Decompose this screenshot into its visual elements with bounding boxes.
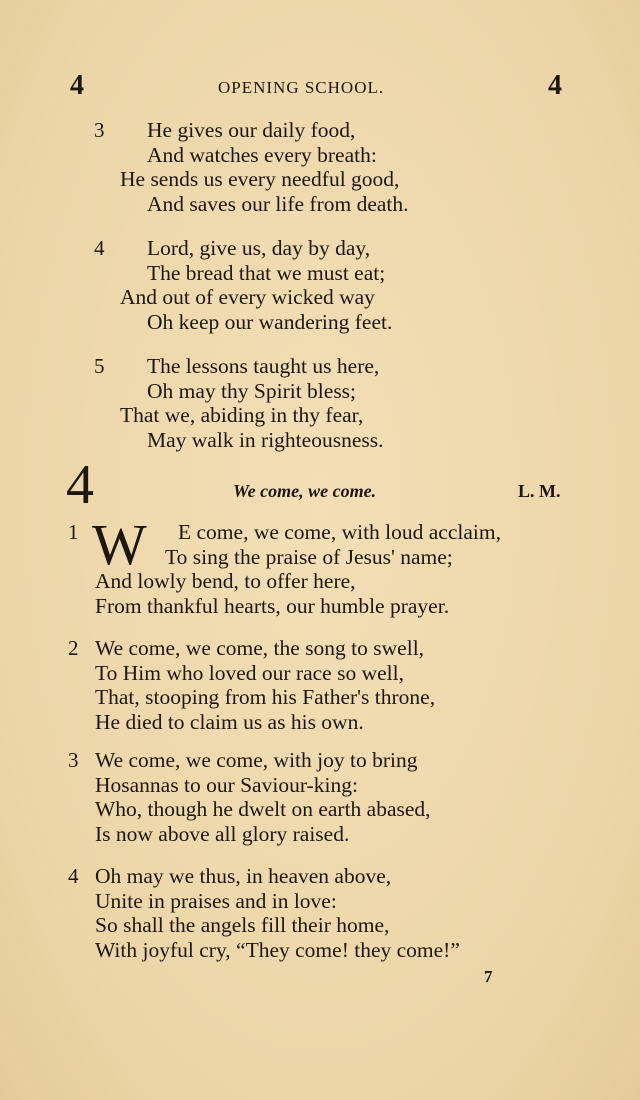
- verse-line: So shall the angels fill their home,: [95, 913, 390, 938]
- verse-line: And out of every wicked way: [120, 285, 375, 310]
- stanza-number: 3: [68, 748, 79, 772]
- stanza-number: 1: [68, 520, 79, 544]
- verse-line: Hosannas to our Saviour-king:: [95, 772, 358, 797]
- verse-line: He died to claim us as his own.: [95, 710, 364, 735]
- drop-cap: W: [92, 512, 147, 577]
- stanza-number: 4: [68, 864, 79, 888]
- verse-line: And watches every breath:: [147, 142, 377, 167]
- verse-line: And lowly bend, to offer here,: [95, 569, 356, 594]
- verse-line: Lord, give us, day by day,: [147, 236, 371, 260]
- verse-line: Who, though he dwelt on earth abased,: [95, 797, 431, 822]
- verse-line: With joyful cry, “They come! they come!”: [95, 938, 460, 963]
- verse-line: From thankful hearts, our humble prayer.: [95, 594, 450, 619]
- verse-line: To sing the praise of Jesus' name;: [165, 544, 453, 569]
- verse-line: That, stooping from his Father's throne,: [95, 685, 436, 710]
- verse-line: May walk in righteousness.: [147, 428, 384, 453]
- hymn-first-line-title: We come, we come.: [233, 481, 377, 501]
- hymn-number: 4: [66, 454, 94, 516]
- header-hymn-number-left: 4: [70, 70, 84, 101]
- verse-line: The lessons taught us here,: [147, 354, 380, 378]
- verse-line: To Him who loved our race so well,: [95, 660, 404, 685]
- verse-line: Unite in praises and in love:: [95, 888, 337, 913]
- hymn-meter: L. M.: [518, 481, 561, 501]
- verse-line: We come, we come, the song to swell,: [95, 636, 425, 660]
- stanza-number: 2: [68, 636, 79, 660]
- stanza-number: 3: [94, 118, 105, 142]
- stanza-number: 4: [94, 236, 105, 260]
- signature-mark: 7: [484, 967, 493, 986]
- verse-line: Oh keep our wandering feet.: [147, 310, 393, 335]
- verse-line: Is now above all glory raised.: [95, 822, 350, 847]
- verse-line: E come, we come, with loud acclaim,: [178, 520, 501, 544]
- running-title: OPENING SCHOOL.: [218, 78, 385, 97]
- verse-line: We come, we come, with joy to bring: [95, 748, 418, 772]
- verse-line: That we, abiding in thy fear,: [120, 403, 364, 428]
- verse-line: He sends us every needful good,: [120, 167, 400, 192]
- verse-line: He gives our daily food,: [147, 118, 356, 142]
- stanza-number: 5: [94, 354, 105, 378]
- verse-line: The bread that we must eat;: [147, 260, 386, 285]
- header-hymn-number-right: 4: [548, 70, 562, 101]
- verse-line: Oh may thy Spirit bless;: [147, 378, 357, 403]
- verse-line: And saves our life from death.: [147, 192, 409, 217]
- verse-line: Oh may we thus, in heaven above,: [95, 864, 392, 888]
